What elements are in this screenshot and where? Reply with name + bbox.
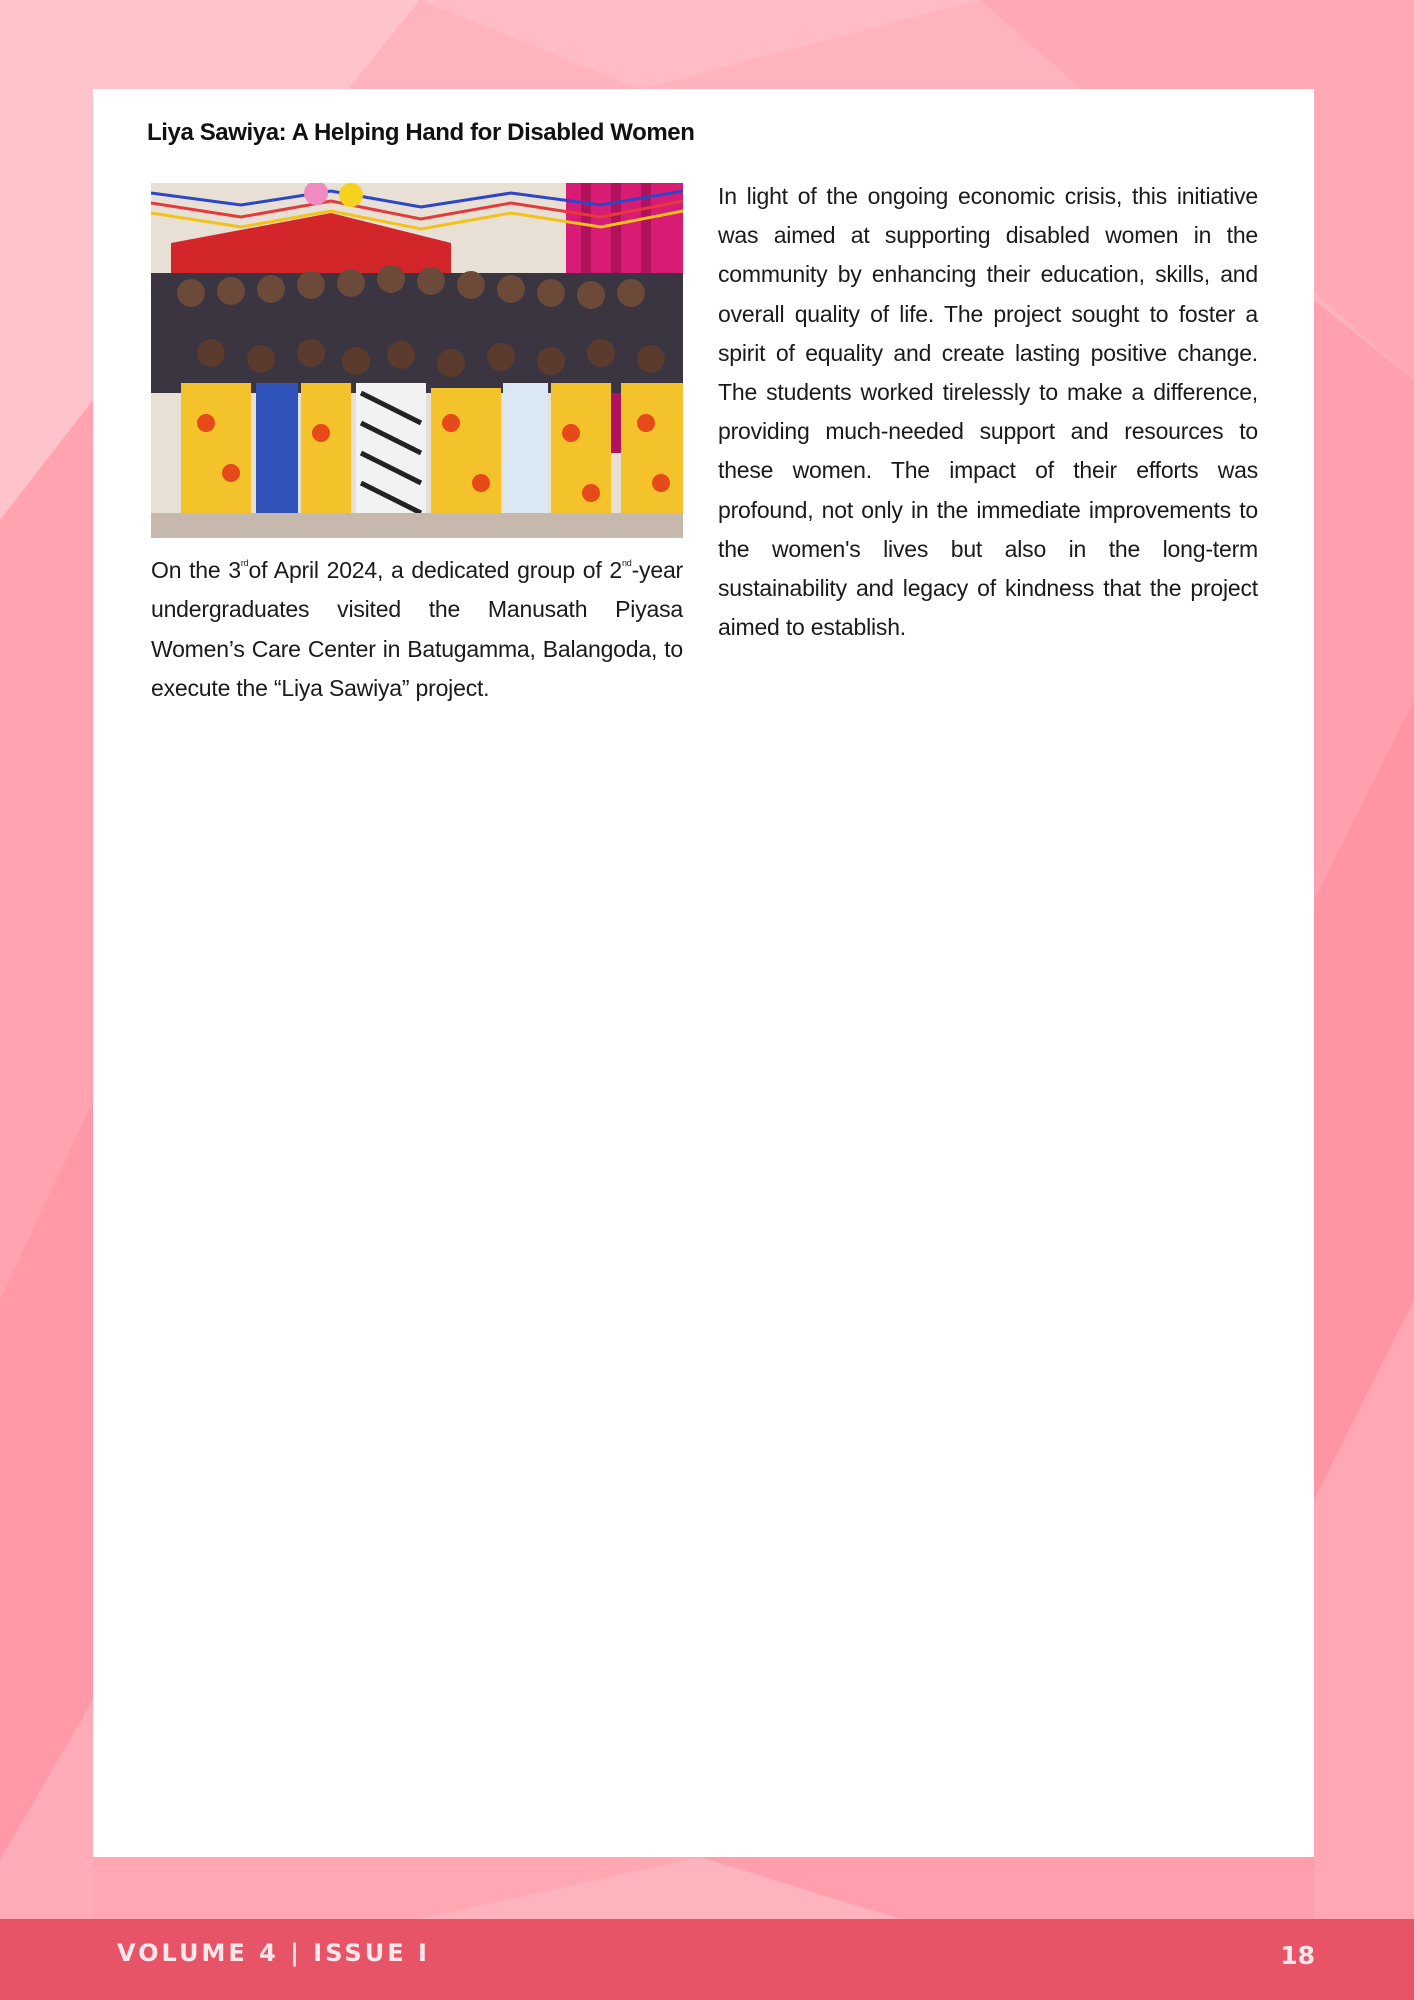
content-panel: [93, 89, 1314, 1857]
ordinal-suffix: rd: [240, 558, 249, 568]
article-title: Liya Sawiya: A Helping Hand for Disabled Women: [147, 119, 695, 146]
group-photo: [151, 183, 683, 538]
ordinal-suffix: nd: [621, 558, 632, 568]
footer-bar: [0, 1919, 1414, 2000]
left-column-text: On the 3rdof April 2024, a dedicated group of 2nd-year undergraduates visited the Manusath Piyasa Women’s Care Center in Batugamma, Balangoda, to execute the “Liya Sawiya” project.: [151, 557, 683, 702]
page-number: 18: [1280, 1941, 1315, 1970]
right-column-text: In light of the ongoing economic crisis, this initiative was aimed at supporting disabled women in the community by enhancing their education, skills, and overall quality of life. The project sought to foster a spirit of equality and create lasting positive change. The students worked tirelessly to make a difference, providing much-needed support and resources to these women. The impact of their efforts was profound, not only in the immediate improvements to the women's lives but also in the long-term sustainability and legacy of kindness that the project aimed to establish.: [718, 183, 1258, 641]
group-photo-icon: [151, 183, 683, 538]
volume-issue-label: VOLUME 4 | ISSUE I: [117, 1939, 430, 1967]
